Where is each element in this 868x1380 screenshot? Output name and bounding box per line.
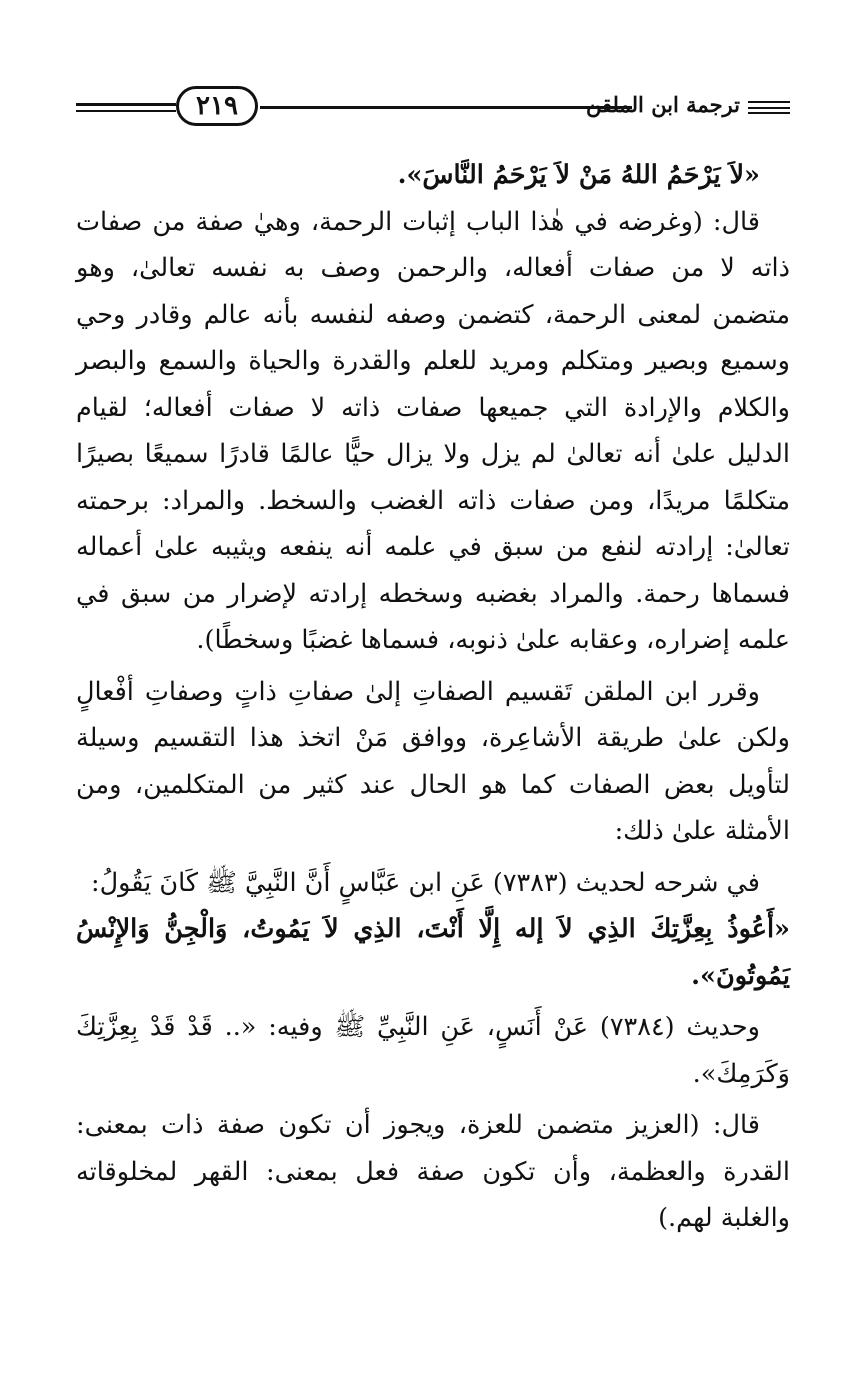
header-rule-right <box>748 101 790 114</box>
paragraph-ibn-mulaqqin: وقرر ابن الملقن تَقسيم الصفاتِ إلىٰ صفاتِ ذاتٍ وصفاتِ أفْعالٍ ولكن علىٰ طريقة الأشاعِرة، ووافق مَنْ اتخذ هذا التقسيم وسيلة لتأويل بعض الصفات كما هو الحال عند كثير من المتكلمين، ومن الأمثلة علىٰ ذلك: <box>76 676 790 846</box>
hadith-quote-2: «أَعُوذُ بِعِزَّتِكَ الذِي لاَ إله إِلَّا أَنْتَ، الذِي لاَ يَمُوتُ، وَالْجِنُّ وَالإِنْسُ يَمُوتُونَ». <box>76 914 790 991</box>
page-header <box>76 84 790 132</box>
paragraph-al-aziz: قال: (العزيز متضمن للعزة، ويجوز أن تكون صفة ذات بمعنى: القدرة والعظمة، وأن تكون صفة فعل بمعنى: القهر لمخلوقاته والغلبة لهم.) <box>76 1110 790 1233</box>
header-rule-left <box>76 103 176 112</box>
paragraph-hadith-7384: وحديث (٧٣٨٤) عَنْ أَنَسٍ، عَنِ النَّبِيِّ ﷺ وفيه: «.. قَدْ قَدْ بِعِزَّتِكَ وَكَرَمِكَ». <box>76 1012 790 1089</box>
header-rule-middle <box>260 106 632 109</box>
body-text <box>76 152 790 1242</box>
running-title: ترجمة ابن الملقن <box>585 92 740 117</box>
paragraph-hadith-7383: في شرحه لحديث (٧٣٨٣) عَنِ ابن عَبَّاسٍ أَنَّ النَّبِيَّ ﷺ كَانَ يَقُولُ: <box>90 867 760 898</box>
paragraph-quote-commentary: قال: (وغرضه في هٰذا الباب إثبات الرحمة، وهيٰ صفة من صفات ذاته لا من صفات أفعاله، والرحمن وصف به نفسه تعالىٰ، وهو متضمن لمعنى الرحمة، كتضمن وصفه لنفسه بأنه عالم وقادر وحي وسميع وبصير ومتكلم ومريد للعلم والقدرة والحياة والسمع والبصر والكلام والإرادة التي جميعها صفات ذاته لا صفات أفعاله؛ لقيام الدليل علىٰ أنه تعالىٰ لم يزل ولا يزال حيًّا عالمًا قادرًا سميعًا بصيرًا متكلمًا مريدًا، ومن صفات ذاته الغضب والسخط. والمراد: برحمته تعالىٰ: إرادته لنفع من سبق في علمه أنه ينفعه ويثيبه علىٰ أعماله فسماها رحمة. والمراد بغضبه وسخطه إرادته لإضرار من سبق في علمه إضراره، وعقابه علىٰ ذنوبه، فسماها غضبًا وسخطًا). <box>76 206 790 655</box>
hadith-quote-1: «لاَ يَرْحَمُ اللهُ مَنْ لاَ يَرْحَمُ النَّاسَ». <box>397 160 760 190</box>
page-number: ٢١٩ <box>176 86 258 126</box>
